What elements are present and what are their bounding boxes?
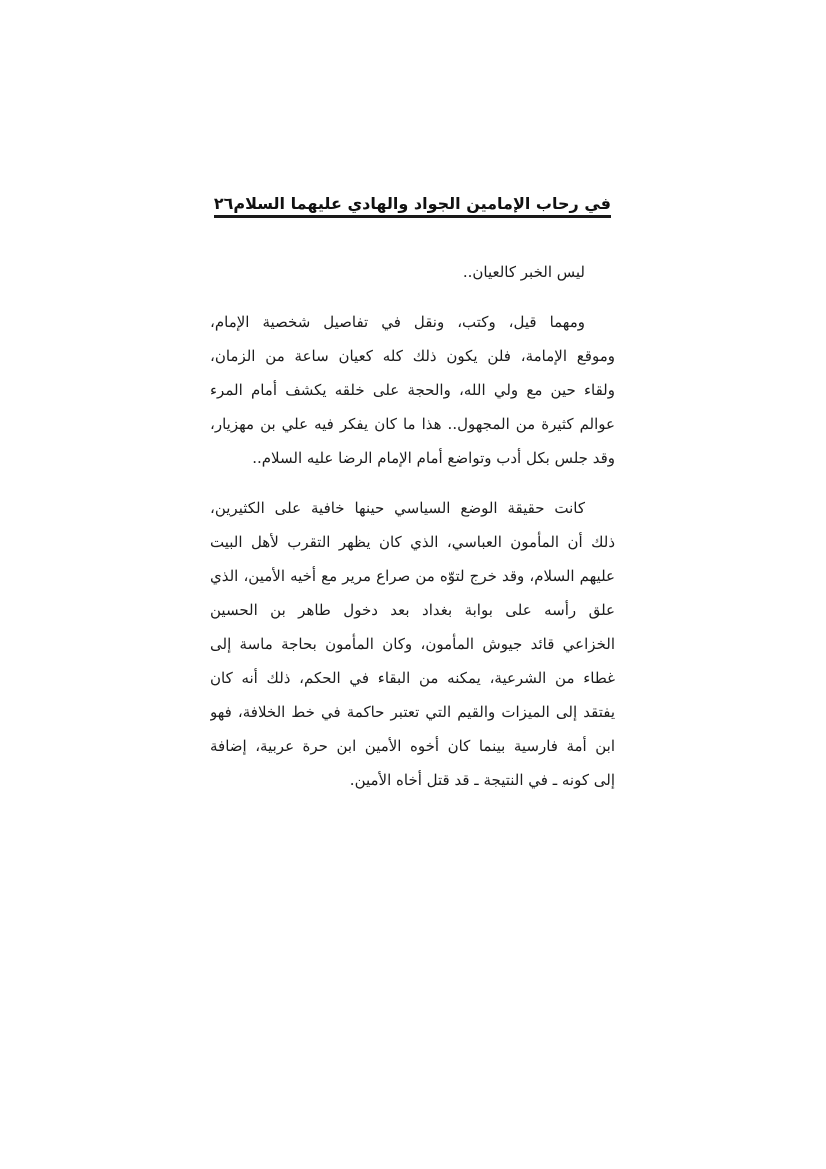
paragraph-2 — [210, 305, 615, 475]
text-line: ومهما قيل، وكتب، ونقل في تفاصيل شخصية الإمام، — [210, 313, 585, 331]
text-line: إلى كونه ـ في النتيجة ـ قد قتل أخاه الأمين. — [349, 771, 615, 789]
book-title: في رحاب الإمامين الجواد والهادي عليهما السلام — [233, 194, 611, 213]
text-line: ولقاء حين مع ولي الله، والحجة على خلقه يكشف أمام المرء — [210, 381, 615, 399]
text-line: وقد جلس بكل أدب وتواضع أمام الإمام الرضا عليه السلام.. — [252, 449, 615, 467]
text-line: يفتقد إلى الميزات والقيم التي تعتبر حاكمة في خط الخلافة، فهو — [210, 703, 615, 721]
header-rule — [214, 215, 611, 218]
running-header — [214, 186, 611, 216]
page-number: ٢٦ — [213, 194, 234, 213]
text-line: الخزاعي قائد جيوش المأمون، وكان المأمون بحاجة ماسة إلى — [210, 635, 615, 653]
text-line: ابن أمة فارسية بينما كان أخوه الأمين ابن حرة عربية، إضافة — [210, 737, 615, 755]
text-line: غطاء من الشرعية، يمكنه من البقاء في الحكم، ذلك أنه كان — [210, 669, 615, 687]
text-line: كانت حقيقة الوضع السياسي حينها خافية على الكثيرين، — [210, 499, 585, 517]
text-line: علق رأسه على بوابة بغداد بعد دخول طاهر بن الحسين — [210, 601, 615, 619]
text-line: عوالم كثيرة من المجهول.. هذا ما كان يفكر فيه علي بن مهزيار، — [210, 415, 615, 433]
text-line: وموقع الإمامة، فلن يكون ذلك كله كعيان ساعة من الزمان، — [210, 347, 615, 365]
text-line: عليهم السلام، وقد خرج لتوّه من صراع مرير مع أخيه الأمين، الذي — [210, 567, 615, 585]
paragraph-gap — [210, 475, 615, 491]
paragraph-3 — [210, 491, 615, 797]
text-line: ليس الخبر كالعيان.. — [462, 263, 585, 281]
body-text — [210, 255, 615, 797]
paragraph-1 — [210, 255, 615, 289]
text-line: ذلك أن المأمون العباسي، الذي كان يظهر التقرب لأهل البيت — [210, 533, 615, 551]
paragraph-gap — [210, 289, 615, 305]
